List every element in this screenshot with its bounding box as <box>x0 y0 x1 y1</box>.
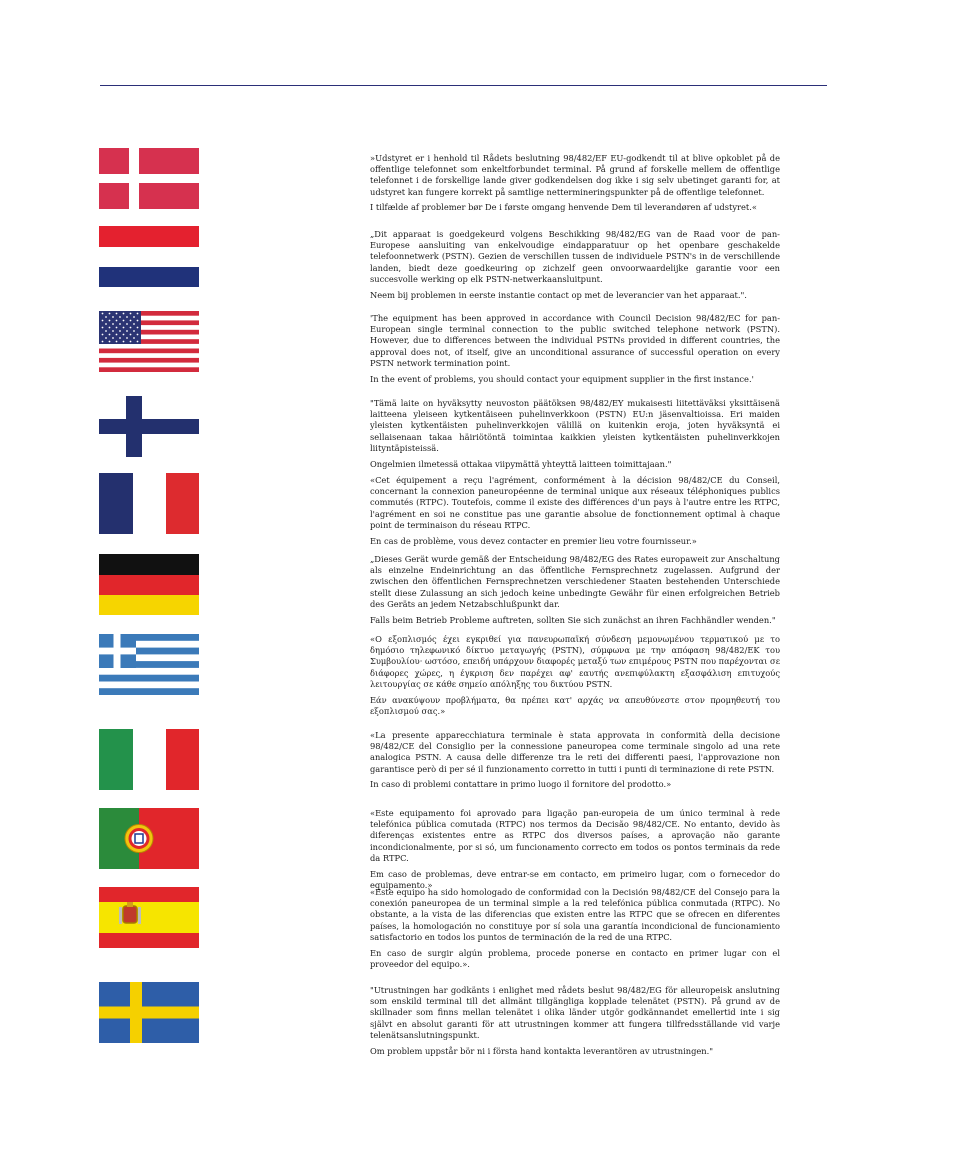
paragraph: „Dieses Gerät wurde gemäß der Entscheidung 98/482/EG des Rates europaweit zur Anschaltung als einzelne Endeinrichtung an das öffentliche Fernsprechnetz zugelassen. Aufgrund der zwischen den öffentlichen Fernsprechnetzen verschiedener Staaten bestehenden Unterschiede stellt diese Zulassung an sich jedoch keine unbedingte Gewähr für einen erfolgreichen Betrieb des Geräts an jedem Netzabschlußpunkt dar. <box>370 554 780 609</box>
usa-flag-icon <box>99 311 199 372</box>
paragraph: Ongelmien ilmetessä ottakaa viipymättä yhteyttä laitteen toimittajaan." <box>370 458 672 469</box>
paragraph: «Ο εξοπλισμός έχει εγκριθεί για πανευρωπαϊκή σύνδεση μεμονωμένου τερματικού με το δημόσιο τηλεφωνικό δίκτυο μεταγωγής (PSTN), σύμφωνα με την απόφαση 98/482/ΕΚ του Συμβουλίου· ωστόσο, επειδή υπάρχουν διαφορές μεταξύ των επιμέρους PSTN που παρέχονται σε διάφορες χώρες, η έγκριση δεν παρέχει αφ' εαυτής ανεπιφύλακτη εξασφάλιση επιτυχούς λειτουργίας σε κάθε σημείο απόληξης του δικτύου PSTN. <box>370 634 780 689</box>
paragraph: «Este equipo ha sido homologado de conformidad con la Decisión 98/482/CE del Consejo para la conexión paneuropea de un terminal simple a la red telefónica pública conmutada (RTPC). No obstante, a la vista de las diferencias que existen entre las RTPC que se ofrecen en diferentes países, la homologación no constituye por sí sola una garantía incondicional de funcionamiento satisfactorio en todos los puntos de terminación de la red de una RTPC. <box>370 887 780 942</box>
paragraph: Em caso de problemas, deve entrar-se em contacto, em primeiro lugar, com o fornecedor do equipamento.» <box>370 868 780 890</box>
finland-flag-icon <box>99 396 199 457</box>
section-italy-text <box>370 730 780 795</box>
paragraph: Εάν ανακύψουν προβλήματα, θα πρέπει κατ' αρχάς να απευθύνεστε στον προμηθευτή του εξοπλισμού σας.» <box>370 694 780 716</box>
section-greece-text <box>370 634 780 721</box>
paragraph: 'The equipment has been approved in accordance with Council Decision 98/482/EC for pan-European single terminal connection to the public switched telephone network (PSTN). However, due to differences between the individual PSTNs provided in different countries, the approval does not, of itself, give an unconditional assurance of successful operation on every PSTN network termination point. <box>370 313 780 368</box>
paragraph: «Cet équipement a reçu l'agrément, conformément à la décision 98/482/CE du Conseil, concernant la connexion paneuropéenne de terminal unique aux réseaux téléphoniques publics commutés (RTPC). Toutefois, comme il existe des différences d'un pays à l'autre entre les RTPC, l'agrément en soi ne constitue pas une garantie absolue de fonctionnement optimal à chaque point de terminaison du réseau RTPC. <box>370 475 780 530</box>
section-sweden-text <box>370 985 780 1061</box>
paragraph: "Utrustningen har godkänts i enlighet med rådets beslut 98/482/EG för alleuropeisk anslutning som enskild terminal till det allmänt tillgängliga kopplade telenätet (PSTN). På grund av de skillnader som finns mellan telenätet i olika länder utgör godkännandet emellertid inte i sig självt en absolut garanti för att utrustningen kommer att fungera tillfredsställande vid varje telenätsanslutningspunkt. <box>370 985 780 1040</box>
paragraph: »Udstyret er i henhold til Rådets beslutning 98/482/EF EU-godkendt til at blive opkoblet på de offentlige telefonnet som enkeltforbundet terminal. På grund af forskelle mellem de offentlige telefonnet i de forskellige lande giver godkendelsen dog ikke i sig selv ubetinget garanti for, at udstyret kan fungere korrekt på samtlige nettermineringspunkter på de offentlige telefonnet. <box>370 153 780 197</box>
netherlands-flag-icon <box>99 226 199 287</box>
section-finland-text <box>370 398 780 474</box>
paragraph: «La presente apparecchiatura terminale è stata approvata in conformità della decisione 98/482/CE del Consiglio per la connessione paneuropea come terminale singolo ad una rete analogica PSTN. A causa delle differenze tra le reti dei differenti paesi, l'approvazione non garantisce però di per sé il funzionamento corretto in tutti i punti di terminazione di rete PSTN. <box>370 730 780 774</box>
paragraph: In caso di problemi contattare in primo luogo il fornitore del prodotto.» <box>370 779 672 790</box>
section-france-text <box>370 475 780 551</box>
paragraph: Neem bij problemen in eerste instantie contact op met de leverancier van het apparaat.". <box>370 289 747 300</box>
portugal-flag-icon <box>99 808 199 869</box>
france-flag-icon <box>99 473 199 534</box>
spain-flag-icon <box>99 887 199 948</box>
paragraph: „Dit apparaat is goedgekeurd volgens Beschikking 98/482/EG van de Raad voor de pan-Europese aansluiting van enkelvoudige eindapparatuur op het openbare geschakelde telefoonnetwerk (PSTN). Gezien de verschillen tussen de individuele PSTN's in de verschillende landen, biedt deze goedkeuring op zichzelf geen onvoorwaardelijke garantie voor een succesvolle werking op elk PSTN-netwerkaansluitpunt. <box>370 229 780 284</box>
denmark-flag-icon <box>99 148 199 209</box>
paragraph: «Este equipamento foi aprovado para ligação pan-europeia de um único terminal à rede telefónica pública comutada (RTPC) nos termos da Decisão 98/482/CE. No entanto, devido às diferenças existentes entre as RTPC dos diversos países, a aprovação não garante incondicionalmente, por si só, um funcionamento correcto em todos os pontos terminais da rede da RTPC. <box>370 808 780 863</box>
section-spain-text <box>370 887 780 974</box>
paragraph: In the event of problems, you should contact your equipment supplier in the first instance.' <box>370 373 754 384</box>
header-rule <box>100 85 827 86</box>
italy-flag-icon <box>99 729 199 790</box>
section-netherlands-text <box>370 229 780 305</box>
paragraph: Om problem uppstår bör ni i första hand kontakta leverantören av utrustningen." <box>370 1045 714 1056</box>
section-portugal-text <box>370 808 780 895</box>
greece-flag-icon <box>99 634 199 695</box>
paragraph: I tilfælde af problemer bør De i første omgang henvende Dem til leverandøren af udstyret.« <box>370 202 757 213</box>
paragraph: En caso de surgir algún problema, procede ponerse en contacto en primer lugar con el proveedor del equipo.». <box>370 947 780 969</box>
section-germany-text <box>370 554 780 630</box>
sweden-flag-icon <box>99 982 199 1043</box>
section-denmark-text <box>370 153 780 218</box>
section-usa-text <box>370 313 780 389</box>
paragraph: En cas de problème, vous devez contacter en premier lieu votre fournisseur.» <box>370 535 697 546</box>
germany-flag-icon <box>99 554 199 615</box>
paragraph: Falls beim Betrieb Probleme auftreten, sollten Sie sich zunächst an ihren Fachhändler wenden." <box>370 614 776 625</box>
paragraph: "Tämä laite on hyväksytty neuvoston päätöksen 98/482/EY mukaisesti liitettäväksi yksittäisenä laitteena yleiseen kytkentäiseen puhelinverkkoon (PSTN) EU:n jäsenvaltioissa. Eri maiden yleisten kytkentäisten puhelinverkkojen välillä on kuitenkin eroja, joten hyväksyntä ei sellaisenaan takaa häiriötöntä toimintaa kaikkien yleisten kytkentäisten puhelinverkkojen liityntäpisteissä. <box>370 398 780 453</box>
